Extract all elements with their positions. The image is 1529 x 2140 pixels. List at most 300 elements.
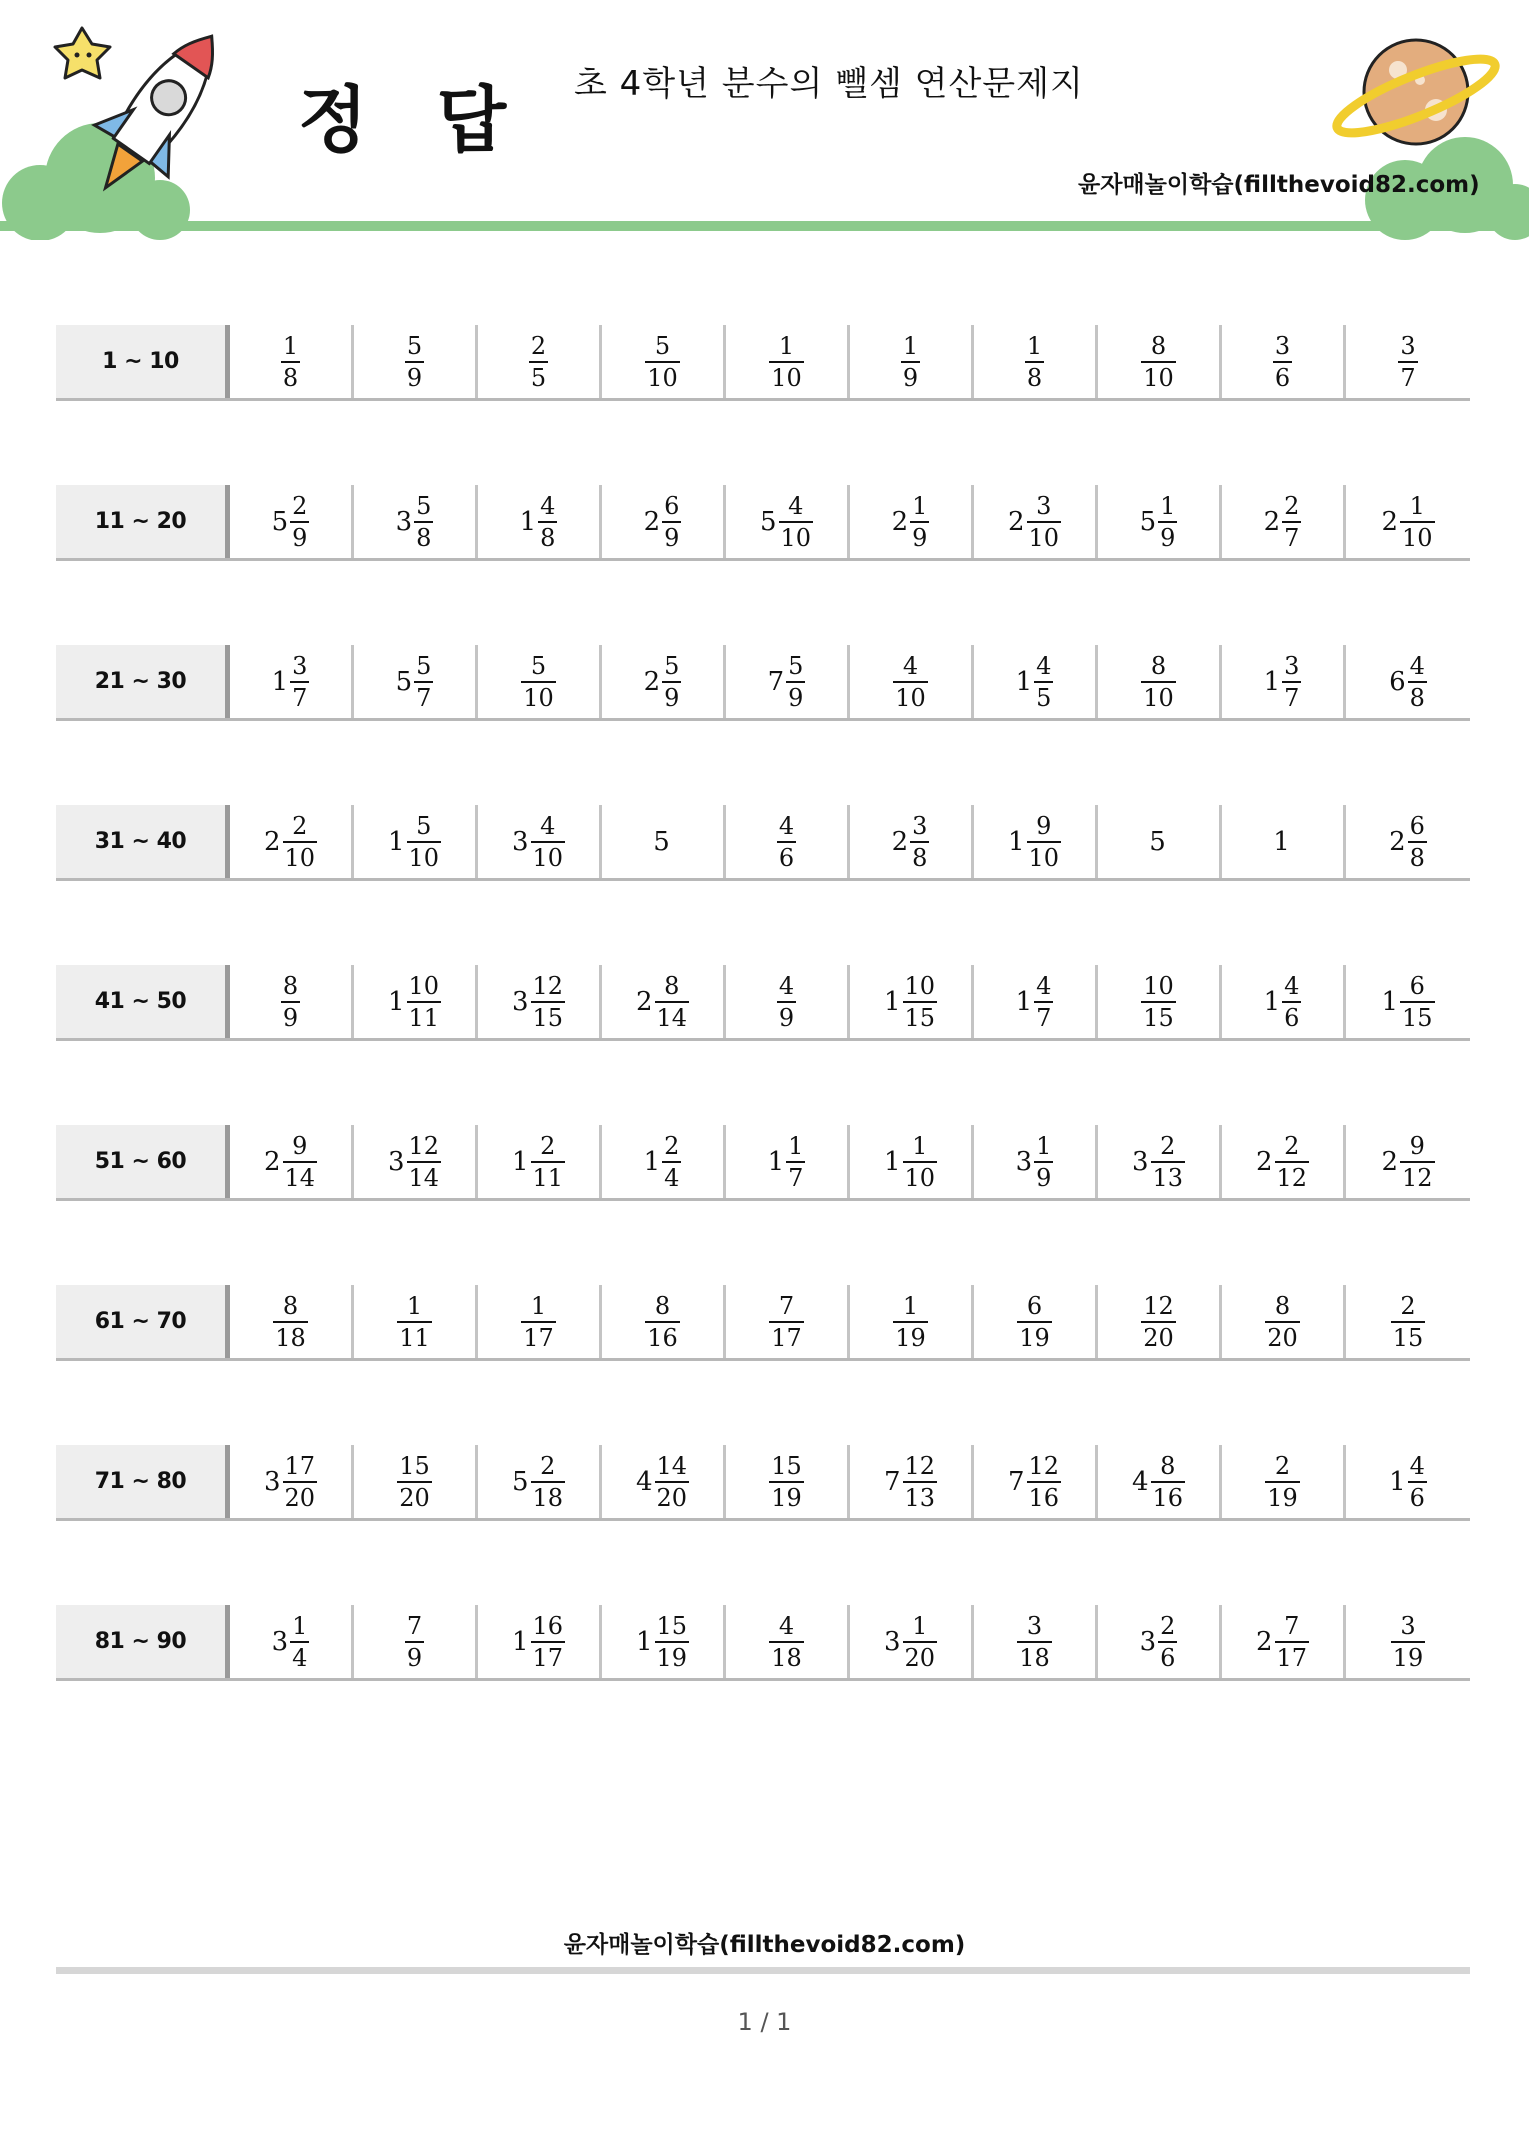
answer-value <box>643 491 682 552</box>
denominator: 18 <box>1017 1641 1052 1670</box>
denominator: 6 <box>1158 1641 1177 1670</box>
fraction <box>910 811 929 872</box>
answer-row <box>56 1605 1470 1681</box>
denominator: 20 <box>397 1481 432 1510</box>
whole-number: 3 <box>387 1146 405 1177</box>
denominator: 20 <box>1141 1321 1176 1350</box>
numerator: 5 <box>416 491 432 520</box>
denominator: 19 <box>1017 1321 1052 1350</box>
fraction <box>1017 1291 1052 1352</box>
denominator: 13 <box>1151 1161 1186 1190</box>
planet-icon <box>1330 40 1503 146</box>
whole-number: 1 <box>511 1146 529 1177</box>
answer-value <box>511 1611 565 1672</box>
answer-value <box>263 811 317 872</box>
denominator: 9 <box>662 681 681 710</box>
answer-value <box>1255 1611 1309 1672</box>
denominator: 10 <box>1400 521 1435 550</box>
whole-number: 5 <box>1139 506 1157 537</box>
fraction <box>1391 1611 1426 1672</box>
fraction <box>901 331 920 392</box>
numerator: 5 <box>654 331 671 360</box>
answer-cell <box>1222 1445 1346 1518</box>
fraction <box>290 491 309 552</box>
answer-value <box>777 971 796 1032</box>
numerator: 3 <box>1284 651 1300 680</box>
whole-number: 2 <box>1007 506 1025 537</box>
whole-number: 1 <box>643 1146 661 1177</box>
answer-cell <box>726 645 850 718</box>
denominator: 10 <box>531 841 566 870</box>
fraction <box>655 1611 690 1672</box>
numerator: 4 <box>540 491 556 520</box>
denominator: 5 <box>529 361 548 390</box>
whole-number: 3 <box>1131 1146 1149 1177</box>
numerator: 8 <box>1274 1291 1291 1320</box>
answer-cell <box>726 805 850 878</box>
answer-cell <box>1098 485 1222 558</box>
fraction <box>407 971 442 1032</box>
numerator: 2 <box>540 1131 556 1160</box>
answer-cell <box>1222 485 1346 558</box>
answer-cell <box>974 1125 1098 1198</box>
fraction <box>1265 1291 1300 1352</box>
answer-value <box>529 331 548 392</box>
numerator: 1 <box>406 1291 423 1320</box>
answer-cell <box>726 965 850 1038</box>
answer-value <box>891 811 930 872</box>
fraction <box>786 1131 805 1192</box>
answer-cell <box>726 1125 850 1198</box>
answer-cell <box>726 1445 850 1518</box>
answer-value <box>1263 971 1302 1032</box>
answer-value <box>1141 1291 1176 1352</box>
answer-cell <box>354 965 478 1038</box>
fraction <box>407 811 442 872</box>
denominator: 8 <box>1408 681 1427 710</box>
answer-value <box>645 331 680 392</box>
fraction <box>521 1291 556 1352</box>
answer-cell <box>1098 1125 1222 1198</box>
numerator: 7 <box>778 1291 795 1320</box>
fraction <box>655 971 690 1032</box>
answer-cell <box>1222 325 1346 398</box>
denominator: 16 <box>1151 1481 1186 1510</box>
whole-number: 2 <box>643 666 661 697</box>
whole-number: 2 <box>1255 1626 1273 1657</box>
denominator: 12 <box>1400 1161 1435 1190</box>
denominator: 20 <box>1265 1321 1300 1350</box>
fraction <box>893 1291 928 1352</box>
numerator: 1 <box>778 331 795 360</box>
answer-value <box>893 1291 928 1352</box>
answer-cell <box>230 325 354 398</box>
answer-value <box>511 1131 565 1192</box>
numerator: 4 <box>788 491 804 520</box>
fraction <box>283 811 318 872</box>
answer-row <box>56 1125 1470 1201</box>
answer-value <box>883 1131 937 1192</box>
numerator: 12 <box>408 1131 440 1160</box>
numerator: 12 <box>904 1451 936 1480</box>
denominator: 10 <box>1141 681 1176 710</box>
answer-row <box>56 485 1470 561</box>
whole-number: 2 <box>891 506 909 537</box>
answer-value <box>1389 1451 1427 1512</box>
answer-value <box>1389 811 1427 872</box>
fraction <box>779 491 814 552</box>
fraction <box>397 1451 432 1512</box>
answer-cell <box>850 485 974 558</box>
row-range-label: 61 ~ 70 <box>56 1285 230 1358</box>
numerator: 1 <box>1409 491 1425 520</box>
fraction <box>1273 331 1292 392</box>
fraction <box>645 331 680 392</box>
whole-number: 7 <box>1007 1466 1025 1497</box>
answer-value <box>769 1291 804 1352</box>
denominator: 4 <box>290 1641 309 1670</box>
denominator: 7 <box>1034 1001 1053 1030</box>
answer-cell <box>1222 805 1346 878</box>
answer-value <box>769 1611 804 1672</box>
row-range-label: 41 ~ 50 <box>56 965 230 1038</box>
answer-value <box>271 491 310 552</box>
fraction <box>1158 1611 1177 1672</box>
whole-number: 1 <box>519 506 537 537</box>
numerator: 4 <box>1036 971 1052 1000</box>
numerator: 1 <box>530 1291 547 1320</box>
denominator: 19 <box>1391 1641 1426 1670</box>
answer-cell <box>1098 965 1222 1038</box>
fraction <box>414 491 433 552</box>
whole-number: 2 <box>1389 826 1406 857</box>
numerator: 2 <box>540 1451 556 1480</box>
answer-cell <box>1346 1445 1470 1518</box>
answer-row <box>56 1445 1470 1521</box>
whole-number: 4 <box>635 1466 653 1497</box>
fraction <box>405 331 424 392</box>
fraction <box>769 1291 804 1352</box>
whole-number: 2 <box>1381 1146 1398 1177</box>
fraction <box>1282 971 1301 1032</box>
answer-value <box>883 1451 937 1512</box>
answer-value <box>769 1451 804 1512</box>
fraction <box>662 651 681 712</box>
answer-value <box>1273 826 1292 857</box>
denominator: 15 <box>1391 1321 1426 1350</box>
whole-number: 3 <box>271 1626 289 1657</box>
fraction <box>903 1611 938 1672</box>
numerator: 9 <box>1409 1131 1425 1160</box>
whole-number: 1 <box>1263 986 1281 1017</box>
fraction <box>1265 1451 1300 1512</box>
answer-cell <box>602 645 726 718</box>
answer-value <box>519 491 558 552</box>
answer-value <box>1381 1131 1434 1192</box>
answer-cell <box>850 1605 974 1678</box>
fraction <box>769 1451 804 1512</box>
numerator: 1 <box>1160 491 1176 520</box>
denominator: 11 <box>397 1321 432 1350</box>
fraction <box>407 1131 442 1192</box>
answer-value <box>883 971 937 1032</box>
numerator: 5 <box>664 651 680 680</box>
answer-cell <box>1346 325 1470 398</box>
answer-cell <box>1098 1285 1222 1358</box>
denominator: 11 <box>407 1001 442 1030</box>
answer-value <box>1381 971 1434 1032</box>
numerator: 15 <box>656 1611 688 1640</box>
denominator: 10 <box>903 1161 938 1190</box>
page-header <box>0 0 1529 240</box>
denominator: 16 <box>1027 1481 1062 1510</box>
denominator: 10 <box>1141 361 1176 390</box>
fraction <box>1275 1611 1310 1672</box>
whole-number: 5 <box>511 1466 529 1497</box>
denominator: 8 <box>1025 361 1044 390</box>
fraction <box>655 1451 690 1512</box>
numerator: 1 <box>902 331 919 360</box>
answer-value <box>1007 811 1061 872</box>
answer-value <box>1007 491 1061 552</box>
fraction <box>645 1291 680 1352</box>
answer-value <box>395 491 434 552</box>
answer-value <box>281 971 300 1032</box>
answer-value <box>1263 491 1302 552</box>
numerator: 5 <box>416 811 432 840</box>
fraction <box>1391 1291 1426 1352</box>
fraction <box>531 1131 566 1192</box>
numerator: 6 <box>1409 971 1425 1000</box>
answer-cell <box>602 805 726 878</box>
denominator: 8 <box>538 521 557 550</box>
row-range-label: 21 ~ 30 <box>56 645 230 718</box>
answer-cell <box>478 1285 602 1358</box>
answer-value <box>1381 491 1434 552</box>
fraction <box>1275 1131 1310 1192</box>
answer-value <box>273 1291 308 1352</box>
numerator: 16 <box>532 1611 564 1640</box>
numerator: 9 <box>292 1131 308 1160</box>
answer-value <box>1265 1291 1300 1352</box>
answer-cell <box>230 1605 354 1678</box>
answer-cell <box>230 1445 354 1518</box>
fraction <box>1034 971 1053 1032</box>
answer-cell <box>1098 805 1222 878</box>
numerator: 1 <box>912 491 928 520</box>
whole-number: 3 <box>395 506 413 537</box>
answer-cell <box>726 1605 850 1678</box>
denominator: 9 <box>290 521 309 550</box>
fraction <box>1400 1131 1435 1192</box>
whole-number: 3 <box>263 1466 281 1497</box>
numerator: 4 <box>1284 971 1300 1000</box>
denominator: 15 <box>903 1001 938 1030</box>
numerator: 4 <box>1409 651 1425 680</box>
whole-number: 2 <box>1263 506 1281 537</box>
denominator: 12 <box>1275 1161 1310 1190</box>
answer-cell <box>354 325 478 398</box>
numerator: 8 <box>1150 331 1167 360</box>
whole-number: 5 <box>653 826 670 857</box>
fraction <box>769 331 804 392</box>
whole-number: 5 <box>759 506 777 537</box>
denominator: 9 <box>405 1641 424 1670</box>
whole-number: 2 <box>891 826 909 857</box>
answer-value <box>635 971 689 1032</box>
fraction <box>1027 811 1062 872</box>
fraction <box>1408 1451 1427 1512</box>
denominator: 8 <box>910 841 929 870</box>
denominator: 9 <box>1158 521 1177 550</box>
fraction <box>1141 1291 1176 1352</box>
worksheet-subtitle: 초 4학년 분수의 뺄셈 연산문제지 <box>574 64 1084 104</box>
answer-cell <box>1346 1605 1470 1678</box>
answer-cell <box>354 1285 478 1358</box>
answer-row <box>56 645 1470 721</box>
numerator: 1 <box>1036 1131 1052 1160</box>
whole-number: 5 <box>1149 826 1166 857</box>
fraction <box>777 971 796 1032</box>
answer-cell <box>726 1285 850 1358</box>
answer-value <box>387 1131 441 1192</box>
whole-number: 7 <box>883 1466 901 1497</box>
fraction <box>273 1291 308 1352</box>
fraction <box>1141 651 1176 712</box>
numerator: 4 <box>1036 651 1052 680</box>
whole-number: 2 <box>1255 1146 1273 1177</box>
fraction <box>531 811 566 872</box>
whole-number: 1 <box>387 826 405 857</box>
fraction <box>1151 1131 1186 1192</box>
whole-number: 1 <box>511 1626 529 1657</box>
denominator: 10 <box>283 841 318 870</box>
denominator: 20 <box>283 1481 318 1510</box>
answer-row <box>56 325 1470 401</box>
row-range-label: 11 ~ 20 <box>56 485 230 558</box>
answer-value <box>1263 651 1302 712</box>
fraction <box>1017 1611 1052 1672</box>
whole-number: 1 <box>1381 986 1398 1017</box>
answer-value <box>1141 331 1176 392</box>
denominator: 15 <box>1400 1001 1435 1030</box>
fraction <box>281 971 300 1032</box>
answer-cell <box>1346 645 1470 718</box>
numerator: 12 <box>1028 1451 1060 1480</box>
numerator: 8 <box>282 971 299 1000</box>
numerator: 1 <box>912 1131 928 1160</box>
whole-number: 2 <box>263 1146 281 1177</box>
fraction <box>1034 651 1053 712</box>
numerator: 5 <box>530 651 547 680</box>
answer-value <box>883 1611 937 1672</box>
answer-cell <box>602 1445 726 1518</box>
answer-value <box>1017 1291 1052 1352</box>
answer-value <box>263 1131 317 1192</box>
answer-cell <box>850 1445 974 1518</box>
numerator: 2 <box>1284 1131 1300 1160</box>
answer-value <box>1391 1291 1426 1352</box>
numerator: 10 <box>408 971 440 1000</box>
answer-cell <box>602 1125 726 1198</box>
numerator: 6 <box>1409 811 1425 840</box>
whole-number: 2 <box>643 506 661 537</box>
fraction <box>1282 651 1301 712</box>
answer-value <box>1139 1611 1178 1672</box>
fraction <box>1400 491 1435 552</box>
denominator: 10 <box>1027 841 1062 870</box>
whole-number: 6 <box>1389 666 1406 697</box>
answer-value <box>1131 1131 1185 1192</box>
whole-number: 1 <box>1389 1466 1406 1497</box>
site-name-footer: 윤자매놀이학습(fillthevoid82.com) <box>563 1932 966 1958</box>
answer-value <box>1141 651 1176 712</box>
fraction <box>1034 1131 1053 1192</box>
numerator: 8 <box>654 1291 671 1320</box>
whole-number: 1 <box>1007 826 1025 857</box>
whole-number: 1 <box>1015 666 1033 697</box>
answer-cell <box>230 1125 354 1198</box>
whole-number: 1 <box>883 1146 901 1177</box>
page-number: 1 / 1 <box>737 2008 792 2036</box>
fraction <box>521 651 556 712</box>
answer-value <box>1141 971 1176 1032</box>
denominator: 10 <box>779 521 814 550</box>
answer-cell <box>354 805 478 878</box>
fraction <box>531 971 566 1032</box>
row-range-label: 31 ~ 40 <box>56 805 230 878</box>
answer-value <box>1131 1451 1185 1512</box>
fraction <box>1141 331 1176 392</box>
numerator: 4 <box>778 971 795 1000</box>
numerator: 10 <box>904 971 936 1000</box>
denominator: 6 <box>1408 1481 1427 1510</box>
numerator: 2 <box>1274 1451 1291 1480</box>
denominator: 14 <box>283 1161 318 1190</box>
answer-value <box>1273 331 1292 392</box>
answer-value <box>1017 1611 1052 1672</box>
answer-cell <box>850 805 974 878</box>
fraction <box>903 1451 938 1512</box>
numerator: 1 <box>282 331 299 360</box>
answer-value <box>1255 1131 1309 1192</box>
answer-cell <box>602 1605 726 1678</box>
numerator: 8 <box>282 1291 299 1320</box>
row-range-label: 71 ~ 80 <box>56 1445 230 1518</box>
numerator: 7 <box>1284 1611 1300 1640</box>
numerator: 2 <box>292 491 308 520</box>
denominator: 10 <box>521 681 556 710</box>
denominator: 10 <box>769 361 804 390</box>
whole-number: 3 <box>883 1626 901 1657</box>
numerator: 2 <box>530 331 547 360</box>
fraction <box>1027 491 1062 552</box>
answer-cell <box>602 1285 726 1358</box>
answer-value <box>893 651 928 712</box>
answer-cell <box>230 965 354 1038</box>
numerator: 1 <box>902 1291 919 1320</box>
denominator: 9 <box>786 681 805 710</box>
whole-number: 1 <box>387 986 405 1017</box>
denominator: 8 <box>1408 841 1427 870</box>
answer-value <box>1007 1451 1061 1512</box>
numerator: 3 <box>1400 331 1416 360</box>
denominator: 14 <box>655 1001 690 1030</box>
denominator: 18 <box>531 1481 566 1510</box>
answer-row <box>56 965 1470 1041</box>
fraction <box>893 651 928 712</box>
answer-value <box>653 826 672 857</box>
